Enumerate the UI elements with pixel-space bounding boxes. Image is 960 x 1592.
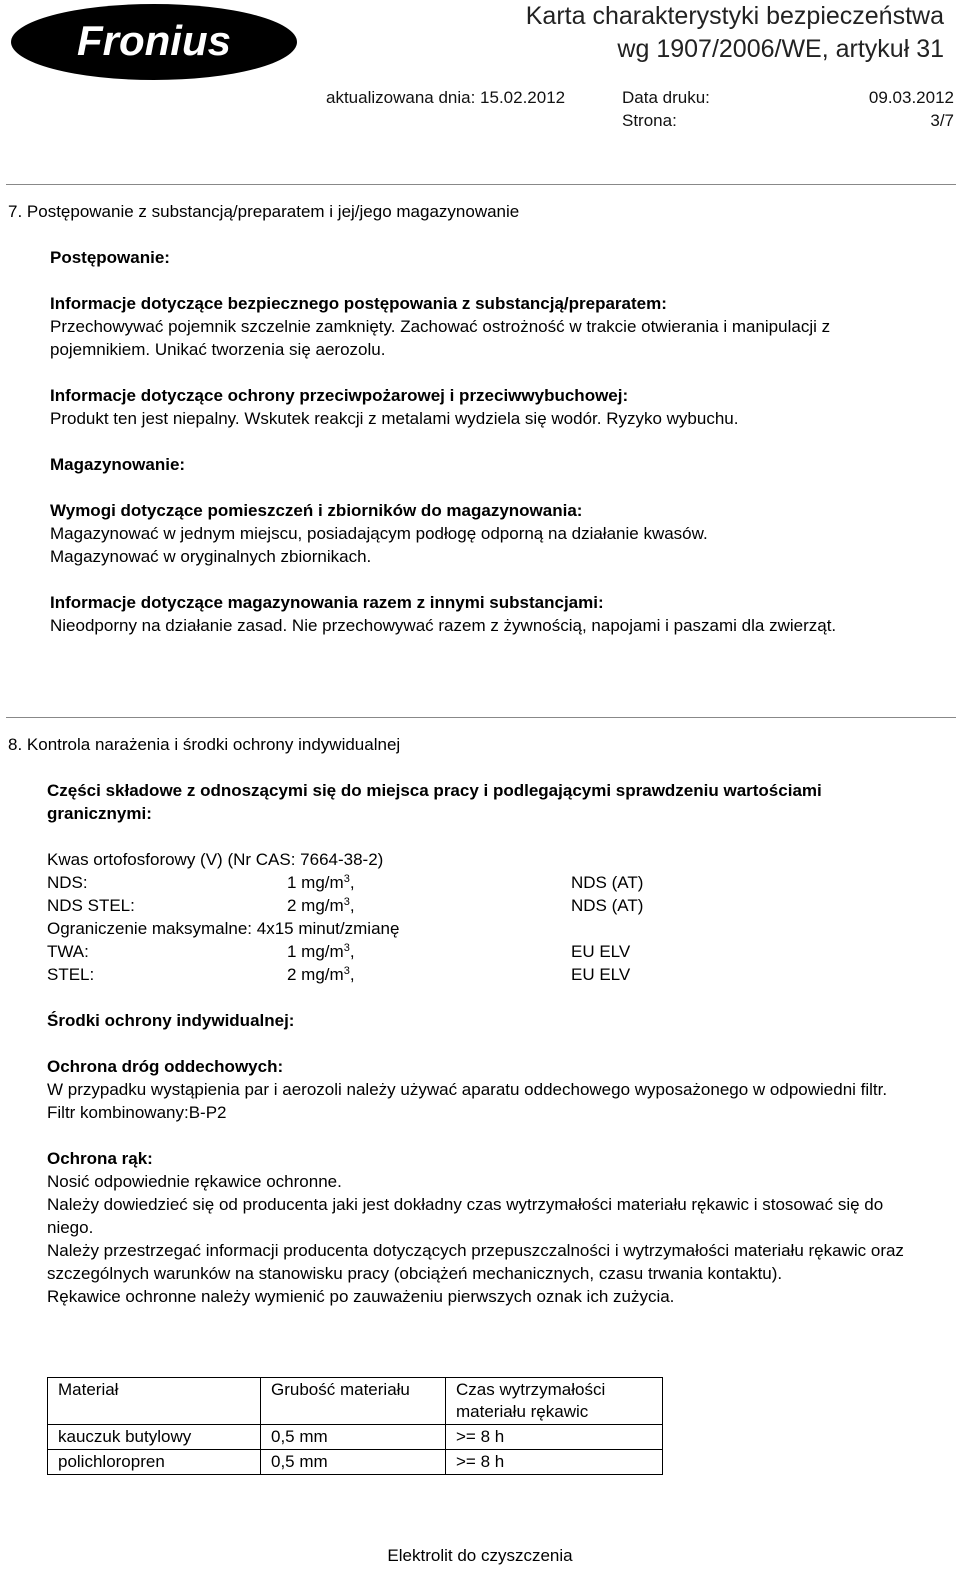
ppe-heading: Środki ochrony indywidualnej: [47, 1011, 295, 1030]
respiratory-text: W przypadku wystąpienia par i aerozoli należy używać aparatu oddechowego wyposażonego w odpowiedni filtr. [47, 1080, 888, 1099]
svg-text:Fronius: Fronius [77, 17, 231, 64]
rooms-text-1: Magazynować w jednym miejscu, posiadającym podłogę odporną na działanie kwasów. [50, 524, 708, 543]
table-header-row [48, 1378, 663, 1425]
title-line-1: Karta charakterystyki bezpieczeństwa [525, 2, 944, 30]
title-line-2: wg 1907/2006/WE, artykuł 31 [617, 35, 944, 63]
table-cell: >= 8 h [446, 1425, 663, 1450]
section-7-body [50, 246, 950, 637]
storage-heading: Magazynowanie: [50, 455, 186, 474]
respiratory-filter: Filtr kombinowany:B-P2 [47, 1103, 227, 1122]
page-label: Strona: [622, 111, 677, 130]
document-title [526, 0, 944, 66]
hands-heading: Ochrona rąk: [47, 1149, 153, 1168]
limit-source: EU ELV [571, 942, 631, 961]
limit-value: 2 $mg/m^3$, [287, 896, 355, 915]
limit-source: NDS (AT) [571, 873, 644, 892]
components-heading: Części składowe z odnoszącymi się do miejsca pracy i podlegającymi sprawdzeniu wartościami granicznymi: [47, 781, 822, 823]
limit-value: 2 $mg/m^3$, [287, 965, 355, 984]
updated-date: aktualizowana dnia: 15.02.2012 [326, 88, 566, 107]
limit-row [47, 871, 947, 894]
print-date-label: Data druku: [622, 88, 710, 107]
hands-text-1: Nosić odpowiednie rękawice ochronne. [47, 1172, 342, 1191]
fronius-logo [10, 3, 298, 81]
limit-value: 1 $mg/m^3$, [287, 873, 355, 892]
limit-label: TWA: [47, 942, 89, 961]
exposure-limits [47, 871, 947, 986]
limit-value: 1 $mg/m^3$, [287, 942, 355, 961]
table-row [48, 1425, 663, 1450]
joint-storage-text: Nieodporny na działanie zasad. Nie przechowywać razem z żywnością, napojami i paszami dla zwierząt. [50, 616, 837, 635]
limit-label: NDS STEL: [47, 896, 135, 915]
table-cell: polichloropren [48, 1450, 261, 1475]
limit-source: EU ELV [571, 965, 631, 984]
limit-label: STEL: [47, 965, 95, 984]
section-8-body [47, 779, 947, 1308]
header-meta [326, 86, 954, 132]
hands-text-3: Należy przestrzegać informacji producenta dotyczących przepuszczalności i wytrzymałości materiału rękawic oraz szczególnych warunków na stanowisku pracy (obciążeń mechanicznych, czasu trwania kontaktu). [47, 1241, 904, 1283]
handling-heading: Postępowanie: [50, 248, 170, 267]
fire-text: Produkt ten jest niepalny. Wskutek reakcji z metalami wydziela się wodór. Ryzyko wybuchu. [50, 409, 739, 428]
safe-handling-heading: Informacje dotyczące bezpiecznego postępowania z substancją/preparatem: [50, 294, 667, 313]
limit-row [47, 963, 947, 986]
hands-text-2: Należy dowiedzieć się od producenta jaki jest dokładny czas wytrzymałości materiału rękawic i stosować się do niego. [47, 1195, 884, 1237]
footer-product-name: Elektrolit do czyszczenia [387, 1546, 573, 1565]
divider-middle [6, 717, 956, 718]
table-cell: 0,5 mm [261, 1425, 446, 1450]
print-date: 09.03.2012 [868, 88, 954, 107]
section-7-title: 7. Postępowanie z substancją/preparatem i jej/jego magazynowanie [8, 202, 520, 221]
fire-heading: Informacje dotyczące ochrony przeciwpożarowej i przeciwwybuchowej: [50, 386, 629, 405]
table-row [48, 1450, 663, 1475]
limit-source: NDS (AT) [571, 896, 644, 915]
safe-handling-text: Przechowywać pojemnik szczelnie zamknięty. Zachować ostrożność w trakcie otwierania i manipulacji z pojemnikiem. Unikać tworzenia się aerozolu. [50, 317, 831, 359]
limit-row [47, 894, 947, 917]
table-cell: kauczuk butylowy [48, 1425, 261, 1450]
hands-text-4: Rękawice ochronne należy wymienić po zauważeniu pierwszych oznak ich zużycia. [47, 1287, 675, 1306]
section-8-title: 8. Kontrola narażenia i środki ochrony indywidualnej [8, 735, 401, 754]
table-cell: >= 8 h [446, 1450, 663, 1475]
rooms-text-2: Magazynować w oryginalnych zbiornikach. [50, 547, 372, 566]
table-header-cell: Czas wytrzymałości materiału rękawic [446, 1378, 663, 1425]
rooms-heading: Wymogi dotyczące pomieszczeń i zbiorników do magazynowania: [50, 501, 583, 520]
table-header-cell: Materiał [48, 1378, 261, 1425]
table-header-cell: Grubość materiału [261, 1378, 446, 1425]
page-number: 3/7 [930, 111, 954, 130]
limit-row [47, 917, 947, 940]
limit-row [47, 940, 947, 963]
respiratory-heading: Ochrona dróg oddechowych: [47, 1057, 284, 1076]
limit-label: Ograniczenie maksymalne: 4x15 minut/zmianę [47, 919, 400, 938]
table-cell: 0,5 mm [261, 1450, 446, 1475]
limit-label: NDS: [47, 873, 88, 892]
glove-material-table [47, 1377, 663, 1475]
divider-top [6, 184, 956, 185]
substance-name: Kwas ortofosforowy (V) (Nr CAS: 7664-38-2) [47, 850, 384, 869]
joint-storage-heading: Informacje dotyczące magazynowania razem z innymi substancjami: [50, 593, 604, 612]
